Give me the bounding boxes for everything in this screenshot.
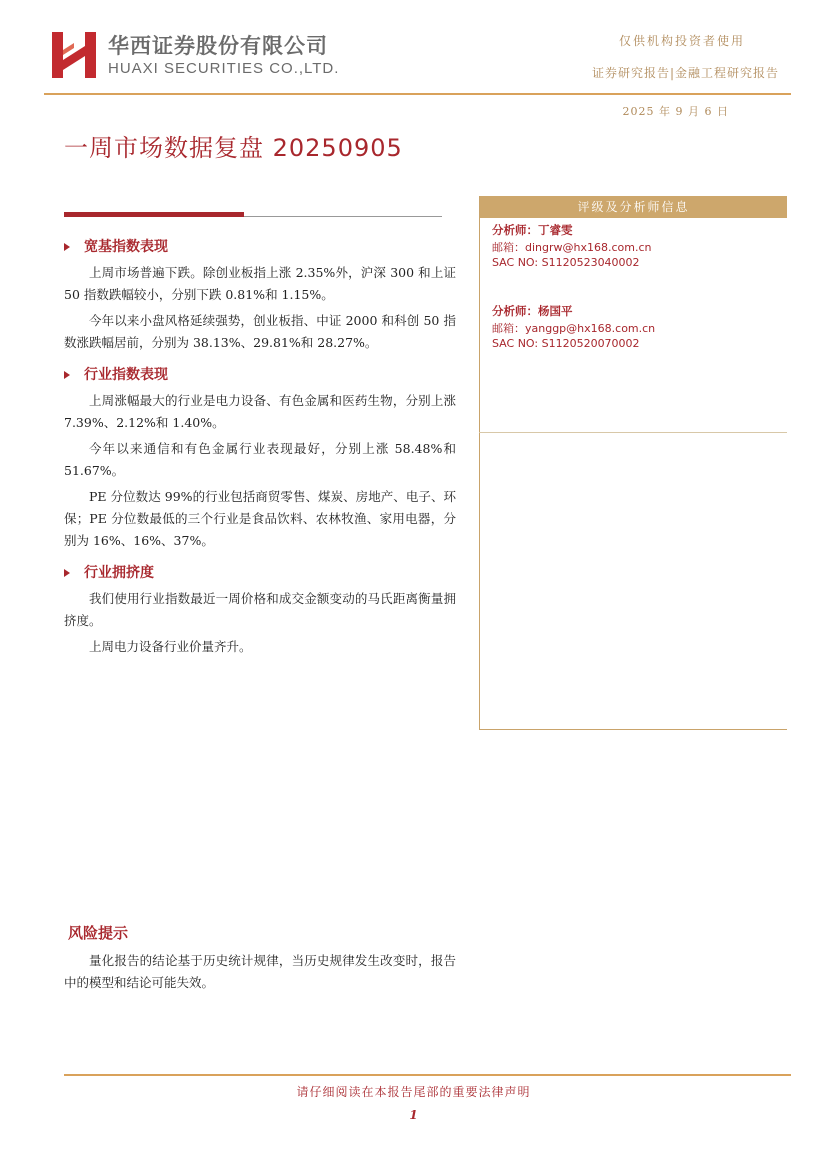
analyst-name: 分析师：杨国平 — [492, 304, 573, 318]
company-name-en: HUAXI SECURITIES CO.,LTD. — [108, 60, 340, 77]
section-heading-crowding: 行业拥挤度 — [64, 562, 154, 582]
panel-border — [479, 196, 480, 730]
legal-notice: 请仔细阅读在本报告尾部的重要法律声明 — [296, 1085, 531, 1099]
report-title: 一周市场数据复盘 20250905 — [64, 134, 403, 162]
paragraph: 我们使用行业指数最近一周价格和成交金额变动的马氏距离衡量拥挤度。 — [64, 591, 456, 628]
header-divider — [44, 93, 791, 95]
panel-border — [479, 729, 787, 730]
analyst-sac: SAC NO: S1120520070002 — [492, 337, 640, 350]
panel-title: 评级及分析师信息 — [480, 196, 787, 218]
paragraph: 上周市场普遍下跌。除创业板指上涨 2.35%外，沪深 300 和上证 50 指数跌幅较小，分别下跌 0.81%和 1.15%。 — [64, 265, 456, 302]
huaxi-logo-icon — [52, 30, 96, 80]
paragraph: 上周电力设备行业价量齐升。 — [89, 639, 252, 654]
report-type: 证券研究报告|金融工程研究报告 — [591, 66, 779, 80]
paragraph: PE 分位数达 99%的行业包括商贸零售、煤炭、房地产、电子、环保；PE 分位数最低的三个行业是食品饮料、农林牧渔、家用电器，分别为 16%、16%、37%。 — [64, 489, 456, 548]
section-divider — [244, 216, 442, 217]
risk-text: 量化报告的结论基于历史统计规律，当历史规律发生改变时，报告中的模型和结论可能失效。 — [64, 953, 456, 990]
company-name-cn: 华西证券股份有限公司 — [108, 34, 328, 58]
audience-note: 仅供机构投资者使用 — [618, 34, 745, 48]
paragraph: 今年以来通信和有色金属行业表现最好，分别上涨 58.48%和 51.67%。 — [64, 441, 456, 478]
risk-title: 风险提示 — [68, 924, 129, 942]
triangle-bullet-icon — [64, 243, 70, 251]
footer-divider — [64, 1074, 791, 1076]
report-date: 2025 年 9 月 6 日 — [622, 105, 729, 118]
analyst-email: 邮箱：dingrw@hx168.com.cn — [492, 241, 652, 254]
analyst-name: 分析师：丁睿雯 — [492, 223, 573, 237]
triangle-bullet-icon — [64, 569, 70, 577]
triangle-bullet-icon — [64, 371, 70, 379]
section-heading-broad-index: 宽基指数表现 — [64, 236, 168, 256]
section-heading-industry-index: 行业指数表现 — [64, 364, 168, 384]
panel-divider — [479, 432, 787, 433]
paragraph: 今年以来小盘风格延续强势，创业板指、中证 2000 和科创 50 指数涨跌幅居前，分别为 38.13%、29.81%和 28.27%。 — [64, 313, 456, 350]
analyst-sac: SAC NO: S1120523040002 — [492, 256, 640, 269]
paragraph: 上周涨幅最大的行业是电力设备、有色金属和医药生物，分别上涨 7.39%、2.12%和 1.40%。 — [64, 393, 456, 430]
page-number: 1 — [409, 1108, 418, 1122]
section-accent-bar — [64, 212, 244, 217]
analyst-email: 邮箱：yanggp@hx168.com.cn — [492, 322, 656, 335]
